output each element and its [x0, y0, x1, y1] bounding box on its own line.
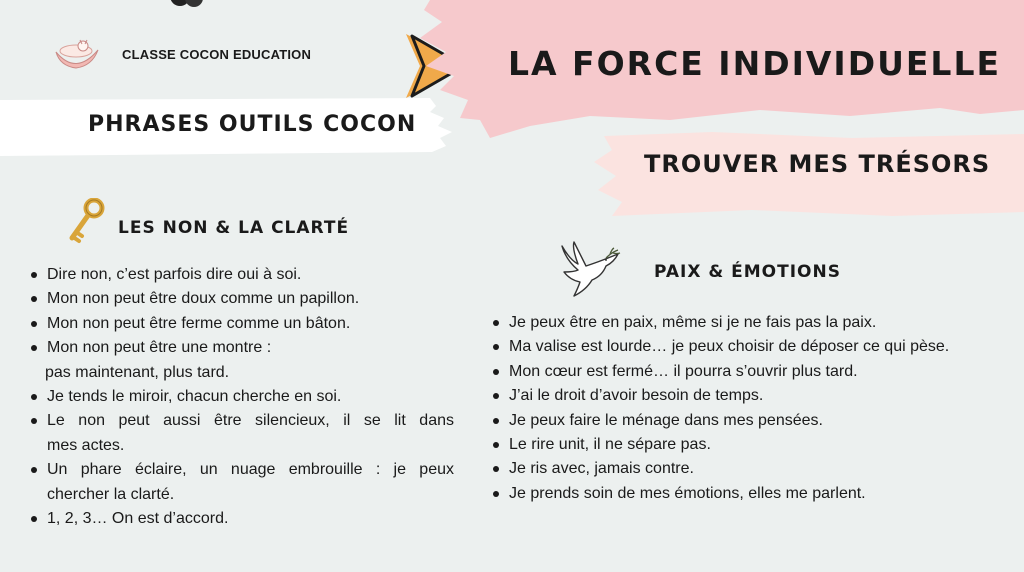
list-item: Je tends le miroir, chacun cherche en soi.: [30, 385, 454, 409]
list-item: Je prends soin de mes émotions, elles me parlent.: [492, 482, 1020, 506]
list-item: Je peux être en paix, même si je ne fais pas la paix.: [492, 311, 1020, 335]
list-item: Ma valise est lourde… je peux choisir de déposer ce qui pèse.: [492, 335, 1020, 359]
list-item: Je ris avec, jamais contre.: [492, 457, 1020, 481]
list-item: Mon non peut être doux comme un papillon.: [30, 287, 454, 311]
clarity-list: [30, 263, 454, 531]
key-icon: [64, 198, 106, 246]
wheel-icon: [168, 0, 204, 12]
list-item: J’ai le droit d’avoir besoin de temps.: [492, 384, 1020, 408]
list-item: Un phare éclaire, un nuage embrouille : je peux chercher la clarté.: [30, 458, 454, 507]
list-item: Mon cœur est fermé… il pourra s’ouvrir plus tard.: [492, 360, 1020, 384]
list-item: Le rire unit, il ne sépare pas.: [492, 433, 1020, 457]
section-title-clarity: LES NON & LA CLARTÉ: [118, 218, 350, 238]
list-item: Le non peut aussi être silencieux, il se lit dans mes actes.: [30, 409, 454, 458]
list-item: 1, 2, 3… On est d’accord.: [30, 507, 454, 531]
emotions-list: [492, 311, 1020, 506]
list-item: Mon non peut être ferme comme un bâton.: [30, 312, 454, 336]
sub-title: TROUVER MES TRÉSORS: [644, 150, 991, 178]
brand-name: CLASSE COCON EDUCATION: [122, 47, 312, 62]
main-title: LA FORCE INDIVIDUELLE: [508, 44, 1002, 83]
section-title-emotions: PAIX & ÉMOTIONS: [654, 262, 841, 282]
list-item: Mon non peut être une montre : pas maintenant, plus tard.: [30, 336, 454, 385]
banner-left-title: PHRASES OUTILS COCON: [88, 112, 417, 137]
dove-icon: [556, 240, 622, 298]
list-item: Dire non, c’est parfois dire oui à soi.: [30, 263, 454, 287]
list-item: Je peux faire le ménage dans mes pensées.: [492, 409, 1020, 433]
cocoon-logo-icon: [52, 36, 100, 72]
